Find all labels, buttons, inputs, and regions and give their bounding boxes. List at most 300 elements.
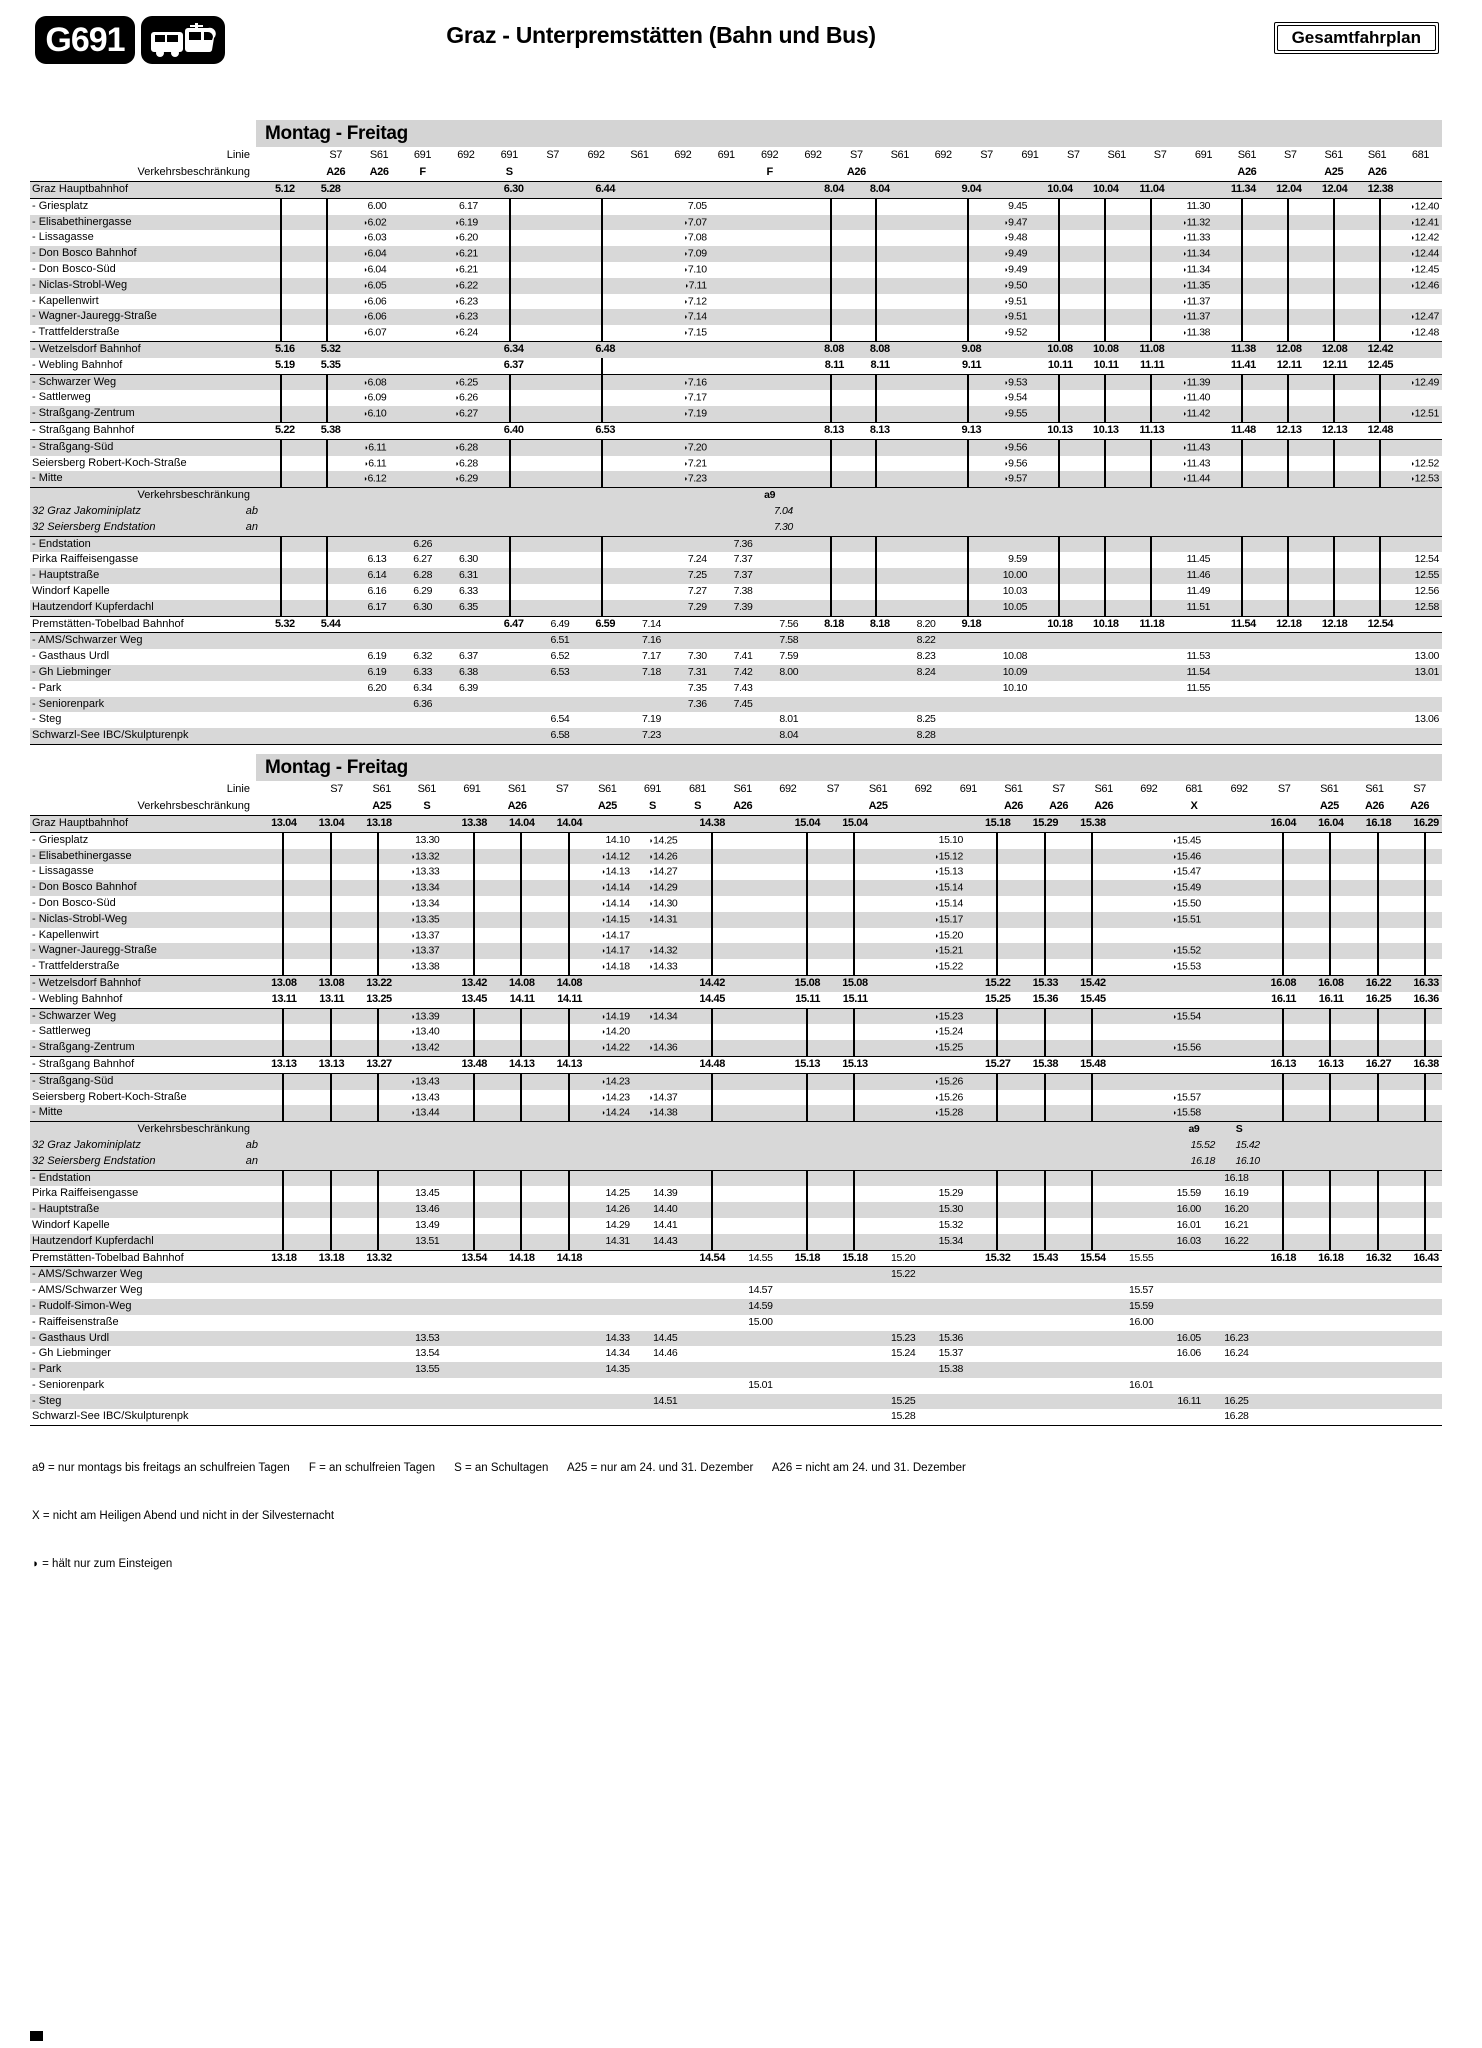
time-cell: [680, 1090, 728, 1106]
time-cell: [1156, 928, 1204, 944]
time-cell: S: [1235, 1123, 1243, 1136]
time-cell: [300, 1024, 348, 1040]
time-cell: [395, 1251, 443, 1267]
time-cell: [300, 1362, 348, 1378]
time-cell: [1356, 504, 1399, 520]
time-cell: 13.08: [271, 976, 297, 989]
linie-cell: S61: [890, 149, 909, 161]
time-cell: [776, 833, 824, 849]
time-cell: [823, 1283, 871, 1299]
time-cell: 15.38: [1080, 817, 1106, 829]
time-cell: [1312, 488, 1355, 504]
time-cell: [490, 1186, 538, 1202]
time-cell: [755, 584, 801, 600]
time-cell: [1347, 864, 1395, 880]
time-cell: [1109, 864, 1157, 880]
time-cell: [344, 423, 390, 439]
time-cell: [776, 1299, 824, 1315]
time-cell: [966, 1186, 1014, 1202]
time-cell: [776, 1267, 824, 1283]
time-cell: [298, 568, 344, 584]
time-cell: [347, 849, 395, 865]
time-cell: [618, 278, 664, 294]
time-cell: [1204, 849, 1252, 865]
time-cell: [801, 294, 847, 310]
time-cell: 10.13: [1047, 423, 1073, 436]
time-cell: 7.29: [687, 600, 707, 613]
time-cell: [1305, 649, 1351, 665]
time-cell: ◗15.46: [1172, 850, 1201, 863]
time-cell: [538, 1409, 586, 1425]
time-cell: [298, 697, 344, 713]
restriction-cell: [540, 798, 585, 815]
time-cell: [755, 262, 801, 278]
time-cell: [938, 440, 984, 456]
time-cell: [1109, 833, 1157, 849]
station-row: [30, 1074, 1442, 1090]
time-cell: ◗6.28: [454, 457, 478, 470]
time-cell: [1054, 520, 1097, 536]
time-cell: [893, 390, 939, 406]
time-cell: [1095, 488, 1138, 504]
time-cell: ◗13.37: [410, 944, 440, 957]
time-cell: [728, 976, 776, 992]
time-cell: [300, 1218, 348, 1234]
time-cell: [389, 728, 435, 744]
time-cell: [1030, 246, 1076, 262]
station-row: [30, 294, 1442, 310]
time-cell: 16.38: [1413, 1057, 1439, 1070]
time-cell: [1394, 880, 1442, 896]
time-cell: [481, 375, 527, 391]
time-cell: 6.53: [550, 665, 570, 678]
station-row: [30, 375, 1442, 391]
day-band: Montag - Freitag: [256, 120, 1442, 147]
time-cell: [618, 390, 664, 406]
time-cell: [1350, 712, 1396, 728]
time-cell: ◗14.14: [601, 897, 630, 910]
time-cell: [538, 959, 586, 975]
time-cell: [300, 1234, 348, 1250]
time-cell: 12.54: [1414, 553, 1439, 566]
time-cell: [1251, 1299, 1299, 1315]
station-name: 32 Seiersberg Endstation: [32, 520, 156, 533]
time-cell: ◗13.37: [410, 929, 440, 942]
time-cell: [572, 358, 618, 374]
time-cell: [481, 246, 527, 262]
time-cell: 13.18: [318, 1251, 345, 1264]
time-cell: [710, 294, 756, 310]
time-cell: [1394, 1105, 1442, 1121]
time-cell: 15.18: [794, 1251, 821, 1264]
time-cell: [1259, 294, 1305, 310]
time-cell: [442, 1009, 490, 1025]
time-cell: [1204, 1267, 1252, 1283]
time-cell: [966, 912, 1014, 928]
time-cell: 5.32: [320, 342, 341, 355]
time-cell: ◗11.34: [1182, 263, 1211, 276]
time-cell: [710, 230, 756, 246]
time-cell: [585, 816, 633, 832]
time-cell: 9.18: [961, 617, 982, 630]
time-cell: [1259, 375, 1305, 391]
time-cell: ◗15.26: [934, 1091, 963, 1104]
time-cell: [1394, 864, 1442, 880]
time-cell: [1307, 1122, 1352, 1138]
time-cell: [1167, 358, 1213, 374]
time-cell: [1076, 390, 1122, 406]
time-cell: [585, 1251, 633, 1267]
time-cell: [1030, 262, 1076, 278]
time-cell: [1394, 1234, 1442, 1250]
linie-cell: S61: [1320, 783, 1339, 795]
time-cell: 15.30: [938, 1203, 963, 1216]
time-cell: 13.22: [366, 976, 392, 989]
time-cell: ◗7.17: [683, 391, 707, 404]
time-cell: ◗11.37: [1182, 295, 1211, 308]
time-cell: [252, 880, 300, 896]
time-cell: [389, 423, 435, 439]
time-cell: [538, 1009, 586, 1025]
time-cell: 13.48: [461, 1057, 487, 1070]
time-cell: [1350, 649, 1396, 665]
time-cell: [1262, 1122, 1307, 1138]
time-cell: [252, 440, 298, 456]
station-row: [30, 1105, 1442, 1121]
time-cell: [1350, 552, 1396, 568]
time-cell: [1350, 390, 1396, 406]
linie-cell: S61: [369, 149, 389, 161]
time-cell: 6.28: [413, 569, 433, 582]
time-cell: [585, 1409, 633, 1425]
time-cell: [1213, 215, 1259, 231]
time-cell: [618, 262, 664, 278]
time-cell: [389, 617, 435, 633]
time-cell: [823, 1218, 871, 1234]
time-cell: [252, 199, 298, 215]
time-cell: [1251, 1105, 1299, 1121]
time-cell: ◗14.15: [601, 913, 630, 926]
time-cell: [1204, 912, 1252, 928]
time-cell: [1014, 912, 1062, 928]
time-cell: ◗6.03: [363, 231, 387, 244]
time-cell: [893, 456, 939, 472]
time-cell: [1347, 1202, 1395, 1218]
time-cell: 15.54: [1080, 1251, 1106, 1264]
time-cell: [918, 1251, 966, 1267]
time-cell: ◗6.20: [454, 231, 478, 244]
time-cell: 16.11: [1271, 992, 1297, 1005]
time-cell: [1259, 440, 1305, 456]
station-row: [30, 1362, 1442, 1378]
time-cell: 11.41: [1230, 358, 1256, 371]
time-cell: [1347, 1040, 1395, 1056]
station-name: - Seniorenpark: [32, 697, 105, 710]
time-cell: 15.25: [984, 992, 1011, 1005]
time-cell: 11.49: [1186, 584, 1211, 597]
station-name: - Elisabethinergasse: [32, 849, 132, 862]
time-cell: [823, 1202, 871, 1218]
station-row: [30, 406, 1442, 422]
time-cell: [823, 1074, 871, 1090]
time-cell: [680, 959, 728, 975]
time-cell: ◗12.41: [1410, 216, 1439, 229]
time-cell: [1061, 928, 1109, 944]
time-cell: 12.58: [1414, 600, 1439, 613]
time-cell: [1109, 880, 1157, 896]
time-cell: [966, 1394, 1014, 1410]
time-cell: [298, 728, 344, 744]
time-cell: 6.19: [367, 665, 387, 678]
time-cell: [1305, 309, 1351, 325]
time-cell: ◗14.23: [601, 1091, 630, 1104]
station-row: [30, 681, 1442, 697]
time-cell: [252, 406, 298, 422]
time-cell: 15.32: [938, 1218, 963, 1231]
time-cell: [1184, 504, 1227, 520]
time-cell: [728, 1040, 776, 1056]
time-cell: [847, 471, 893, 487]
time-cell: ◗9.57: [1004, 472, 1028, 485]
time-cell: [871, 849, 919, 865]
time-cell: [776, 864, 824, 880]
time-cell: 12.48: [1367, 423, 1394, 436]
time-cell: [252, 1331, 300, 1347]
time-cell: 13.08: [318, 976, 345, 989]
time-cell: [720, 1122, 765, 1138]
time-cell: 16.22: [1365, 976, 1392, 989]
station-name: Hautzendorf Kupferdachl: [32, 600, 154, 613]
time-cell: [680, 1299, 728, 1315]
time-cell: [1122, 278, 1168, 294]
time-cell: [591, 1138, 636, 1154]
time-cell: [705, 488, 748, 504]
time-cell: [710, 633, 756, 649]
time-cell: a9: [764, 489, 776, 502]
time-cell: 10.04: [1047, 183, 1073, 195]
time-cell: 13.46: [415, 1203, 440, 1216]
timetable-morning: [30, 120, 1442, 745]
time-cell: [938, 649, 984, 665]
time-cell: [495, 1122, 540, 1138]
station-name: - Straßgang Bahnhof: [32, 1057, 135, 1070]
time-cell: [538, 928, 586, 944]
time-cell: [1122, 456, 1168, 472]
time-cell: [1030, 390, 1076, 406]
time-cell: [442, 1299, 490, 1315]
station-name: - Sattlerweg: [32, 1025, 91, 1038]
time-cell: [1204, 943, 1252, 959]
time-cell: [1251, 1378, 1299, 1394]
linie-cell: S7: [546, 149, 559, 161]
time-cell: [1014, 1090, 1062, 1106]
time-cell: ◗11.43: [1182, 457, 1211, 470]
restriction-cell: F: [766, 166, 773, 178]
station-row: [30, 456, 1442, 472]
time-cell: [538, 912, 586, 928]
time-cell: [298, 246, 344, 262]
time-cell: 8.18: [824, 617, 844, 630]
time-cell: 10.11: [1047, 358, 1073, 371]
time-cell: 10.18: [1047, 617, 1073, 630]
time-cell: [636, 1154, 681, 1170]
time-cell: [481, 568, 527, 584]
time-cell: [1305, 633, 1351, 649]
time-cell: [1299, 928, 1347, 944]
time-cell: [801, 246, 847, 262]
time-cell: [1299, 1218, 1347, 1234]
time-cell: [618, 358, 664, 374]
time-cell: 15.13: [842, 1057, 868, 1070]
time-cell: [1394, 1171, 1442, 1187]
time-cell: [1347, 1009, 1395, 1025]
time-cell: [725, 1154, 770, 1170]
time-cell: [252, 833, 300, 849]
time-cell: [966, 1040, 1014, 1056]
time-cell: [1396, 697, 1442, 713]
time-cell: [1061, 1171, 1109, 1187]
time-cell: 12.42: [1367, 342, 1394, 355]
time-cell: 15.29: [1032, 817, 1059, 829]
time-cell: [252, 1409, 300, 1425]
time-cell: [252, 681, 298, 697]
time-cell: [347, 1378, 395, 1394]
time-cell: ◗6.08: [363, 376, 387, 389]
time-cell: [823, 1105, 871, 1121]
time-cell: [664, 182, 710, 198]
time-cell: [1014, 1186, 1062, 1202]
time-cell: [395, 1409, 443, 1425]
time-cell: [490, 1299, 538, 1315]
time-cell: [1061, 1378, 1109, 1394]
time-cell: ◗13.40: [410, 1025, 440, 1038]
linie-cell: 692: [1140, 783, 1158, 795]
time-cell: [728, 849, 776, 865]
time-cell: [633, 1024, 681, 1040]
time-cell: [1347, 928, 1395, 944]
restriction-cell: A25: [868, 800, 888, 812]
time-cell: [1213, 712, 1259, 728]
time-cell: [442, 1283, 490, 1299]
time-cell: 5.12: [274, 183, 295, 195]
time-cell: [984, 712, 1030, 728]
station-row: [30, 880, 1442, 896]
time-cell: [1213, 665, 1259, 681]
time-cell: [252, 1009, 300, 1025]
time-cell: [1394, 1362, 1442, 1378]
time-cell: [490, 1346, 538, 1362]
time-cell: 15.23: [891, 1331, 916, 1344]
time-cell: [538, 1346, 586, 1362]
time-cell: [252, 712, 298, 728]
time-cell: [252, 1024, 300, 1040]
time-cell: 8.04: [869, 183, 890, 195]
time-cell: 16.11: [1177, 1394, 1201, 1407]
time-cell: [633, 928, 681, 944]
time-cell: [365, 504, 408, 520]
time-cell: [1213, 440, 1259, 456]
time-cell: [347, 1362, 395, 1378]
time-cell: 12.55: [1414, 569, 1439, 582]
time-cell: [1350, 728, 1396, 744]
time-cell: [1081, 1122, 1126, 1138]
time-cell: [572, 712, 618, 728]
time-cell: [1347, 849, 1395, 865]
time-cell: [1305, 215, 1351, 231]
time-cell: [847, 665, 893, 681]
time-cell: [347, 833, 395, 849]
time-cell: [823, 849, 871, 865]
time-cell: [546, 1154, 591, 1170]
time-cell: [481, 262, 527, 278]
time-cell: [1299, 1331, 1347, 1347]
restriction-cell: [1269, 164, 1312, 181]
restriction-cell: [705, 164, 748, 181]
time-cell: 13.32: [366, 1251, 392, 1264]
time-cell: [847, 440, 893, 456]
time-cell: [538, 1040, 586, 1056]
time-cell: 6.36: [413, 697, 433, 710]
time-cell: [456, 1154, 501, 1170]
time-cell: [252, 294, 298, 310]
restriction-cell: [791, 164, 834, 181]
time-cell: [1299, 864, 1347, 880]
time-cell: 6.49: [550, 617, 570, 630]
time-cell: [823, 1362, 871, 1378]
time-cell: 5.38: [320, 423, 341, 436]
time-cell: 11.08: [1139, 342, 1165, 355]
time-cell: [1313, 504, 1356, 520]
time-cell: [918, 1394, 966, 1410]
time-cell: 11.54: [1186, 665, 1211, 678]
time-cell: [580, 520, 623, 536]
time-cell: [1213, 681, 1259, 697]
time-cell: [946, 1122, 991, 1138]
time-cell: [451, 504, 494, 520]
time-cell: [728, 912, 776, 928]
time-cell: 10.18: [1093, 617, 1119, 630]
time-cell: [490, 1267, 538, 1283]
time-cell: [680, 1138, 725, 1154]
legend: [32, 1428, 966, 1588]
time-cell: [938, 309, 984, 325]
time-cell: 5.44: [320, 617, 341, 630]
station-row: [30, 616, 1442, 634]
time-cell: ◗14.20: [601, 1025, 630, 1038]
time-cell: [442, 912, 490, 928]
time-cell: [893, 681, 939, 697]
time-cell: [300, 1315, 348, 1331]
time-cell: [298, 649, 344, 665]
time-cell: [1259, 728, 1305, 744]
time-cell: [710, 215, 756, 231]
time-cell: [1251, 1394, 1299, 1410]
time-cell: [728, 1362, 776, 1378]
time-cell: [1030, 325, 1076, 341]
time-cell: [776, 943, 824, 959]
restriction-cell: A26: [1367, 166, 1387, 178]
time-cell: 6.47: [503, 617, 524, 630]
time-cell: [538, 943, 586, 959]
station-row: [30, 833, 1442, 849]
time-cell: ◗14.38: [648, 1106, 678, 1119]
time-cell: 6.17: [458, 199, 478, 212]
time-cell: ◗11.37: [1182, 310, 1211, 323]
station-name: 32 Seiersberg Endstation: [32, 1154, 156, 1167]
time-cell: [966, 1074, 1014, 1090]
time-cell: [1109, 1409, 1157, 1425]
restriction-cell: [314, 798, 359, 815]
